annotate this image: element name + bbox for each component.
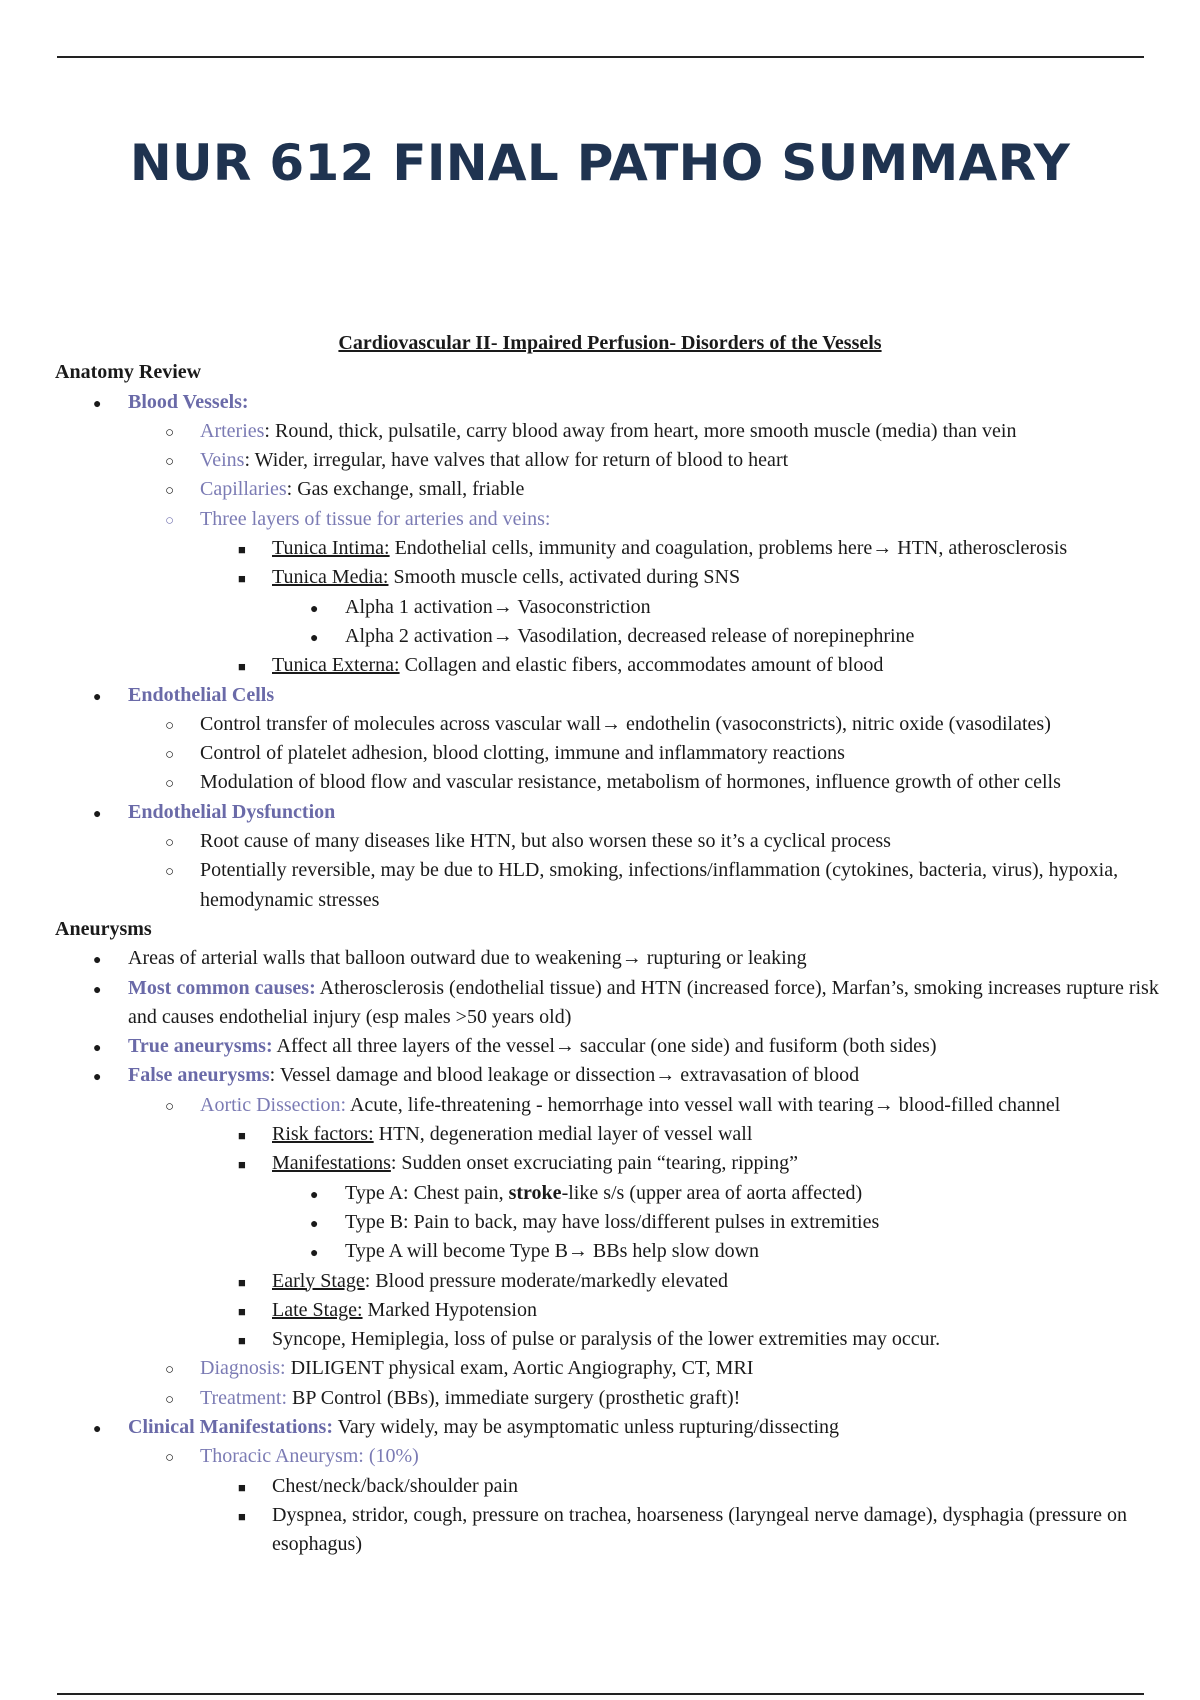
list-item: ■ Dyspnea, stridor, cough, pressure on trachea, hoarseness (laryngeal nerve damage), dysphagia (pressure on esophagus) <box>55 1501 1165 1560</box>
bullet-icon <box>165 475 174 506</box>
bullet-icon <box>93 1413 101 1444</box>
list-item: ■ Tunica Media: Smooth muscle cells, activated during SNS <box>55 563 1165 592</box>
bullet-icon <box>165 505 174 536</box>
list-item: ○ Three layers of tissue for arteries and veins: <box>55 505 1165 534</box>
bullet-icon <box>238 534 246 564</box>
bullet-icon <box>310 1208 318 1239</box>
bullet-icon <box>165 739 174 770</box>
list-item: ● Clinical Manifestations: Vary widely, may be asymptomatic unless rupturing/dissecting <box>55 1413 1165 1442</box>
bullet-icon <box>165 417 174 448</box>
list-item: ● Endothelial Dysfunction <box>55 798 1165 827</box>
list-item: ● Blood Vessels: <box>55 388 1165 417</box>
list-item: ○ Control transfer of molecules across vascular wall→ endothelin (vasoconstricts), nitric oxide (vasodilates) <box>55 710 1165 739</box>
list-item: ■ Late Stage: Marked Hypotension <box>55 1296 1165 1325</box>
bullet-icon <box>238 1501 246 1531</box>
bullet-icon <box>93 681 101 712</box>
bullet-icon <box>93 974 101 1005</box>
bullet-icon <box>93 944 101 975</box>
list-item: ○ Treatment: BP Control (BBs), immediate surgery (prosthetic graft)! <box>55 1384 1165 1413</box>
list-item: ○ Potentially reversible, may be due to HLD, smoking, infections/inflammation (cytokines, bacteria, virus), hypoxia, hemodynamic stresses <box>55 856 1165 915</box>
bullet-icon <box>238 563 246 593</box>
section-subtitle: Cardiovascular II- Impaired Perfusion- Disorders of the Vessels <box>338 332 882 354</box>
list-item: ● True aneurysms: Affect all three layers of the vessel→ saccular (one side) and fusiform (both sides) <box>55 1032 1165 1061</box>
bullet-icon <box>238 1149 246 1179</box>
list-item: ○ Diagnosis: DILIGENT physical exam, Aortic Angiography, CT, MRI <box>55 1354 1165 1383</box>
bullet-icon <box>93 388 101 419</box>
list-item: ○ Modulation of blood flow and vascular resistance, metabolism of hormones, influence growth of other cells <box>55 768 1165 797</box>
list-item: ○ Thoracic Aneurysm: (10%) <box>55 1442 1165 1471</box>
document-title: NUR 612 FINAL PATHO SUMMARY <box>129 134 1071 192</box>
top-rule <box>57 56 1144 58</box>
anatomy-list <box>55 388 1165 915</box>
bullet-icon <box>238 1296 246 1326</box>
bullet-icon <box>238 1120 246 1150</box>
list-item: ○ Arteries: Round, thick, pulsatile, carry blood away from heart, more smooth muscle (media) than vein <box>55 417 1165 446</box>
list-item: ● Type A: Chest pain, stroke-like s/s (upper area of aorta affected) <box>55 1179 1165 1208</box>
list-item: ● Type B: Pain to back, may have loss/different pulses in extremities <box>55 1208 1165 1237</box>
bullet-icon <box>165 856 174 887</box>
bottom-rule <box>57 1693 1144 1695</box>
list-item: ○ Veins: Wider, irregular, have valves that allow for return of blood to heart <box>55 446 1165 475</box>
bullet-icon <box>165 446 174 477</box>
bullet-icon <box>238 651 246 681</box>
bullet-icon <box>93 1061 101 1092</box>
list-item: ○ Aortic Dissection: Acute, life-threatening - hemorrhage into vessel wall with tearing→ blood-filled channel <box>55 1091 1165 1120</box>
list-item: ● Alpha 1 activation→ Vasoconstriction <box>55 593 1165 622</box>
bullet-icon <box>238 1325 246 1355</box>
list-item: ■ Early Stage: Blood pressure moderate/markedly elevated <box>55 1267 1165 1296</box>
list-item: ● Areas of arterial walls that balloon outward due to weakening→ rupturing or leaking <box>55 944 1165 973</box>
bullet-icon <box>165 827 174 858</box>
list-item: ■ Risk factors: HTN, degeneration medial layer of vessel wall <box>55 1120 1165 1149</box>
bullet-icon <box>165 1442 174 1473</box>
aneurysms-heading: Aneurysms <box>55 917 152 940</box>
bullet-icon <box>93 1032 101 1063</box>
list-item: ■ Tunica Externa: Collagen and elastic fibers, accommodates amount of blood <box>55 651 1165 680</box>
bullet-icon <box>93 798 101 829</box>
document-body <box>55 329 1165 1559</box>
anatomy-heading: Anatomy Review <box>55 361 202 384</box>
bullet-icon <box>165 1384 174 1415</box>
bullet-icon <box>165 710 174 741</box>
bullet-icon <box>238 1267 246 1297</box>
list-item: ■ Syncope, Hemiplegia, loss of pulse or paralysis of the lower extremities may occur. <box>55 1325 1165 1354</box>
list-item: ○ Capillaries: Gas exchange, small, friable <box>55 475 1165 504</box>
bullet-icon <box>165 768 174 799</box>
list-item: ■ Manifestations: Sudden onset excruciating pain “tearing, ripping” <box>55 1149 1165 1178</box>
list-item: ● Endothelial Cells <box>55 681 1165 710</box>
list-item: ● Most common causes: Atherosclerosis (endothelial tissue) and HTN (increased force), Marfan’s, smoking increases rupture risk and causes endothelial injury (esp males >50 years old) <box>55 974 1165 1033</box>
bullet-icon <box>165 1354 174 1385</box>
bullet-icon <box>310 1237 318 1268</box>
list-item: ● Alpha 2 activation→ Vasodilation, decreased release of norepinephrine <box>55 622 1165 651</box>
list-item: ○ Control of platelet adhesion, blood clotting, immune and inflammatory reactions <box>55 739 1165 768</box>
list-item: ■ Chest/neck/back/shoulder pain <box>55 1472 1165 1501</box>
bullet-icon <box>165 1091 174 1122</box>
list-item: ○ Root cause of many diseases like HTN, but also worsen these so it’s a cyclical process <box>55 827 1165 856</box>
list-item: ● False aneurysms: Vessel damage and blood leakage or dissection→ extravasation of blood <box>55 1061 1165 1090</box>
bullet-icon <box>238 1472 246 1502</box>
bullet-icon <box>310 593 318 624</box>
list-item: ● Type A will become Type B→ BBs help slow down <box>55 1237 1165 1266</box>
list-item: ■ Tunica Intima: Endothelial cells, immunity and coagulation, problems here→ HTN, atherosclerosis <box>55 534 1165 563</box>
bullet-icon <box>310 1179 318 1210</box>
aneurysms-list <box>55 944 1165 1559</box>
bullet-icon <box>310 622 318 653</box>
